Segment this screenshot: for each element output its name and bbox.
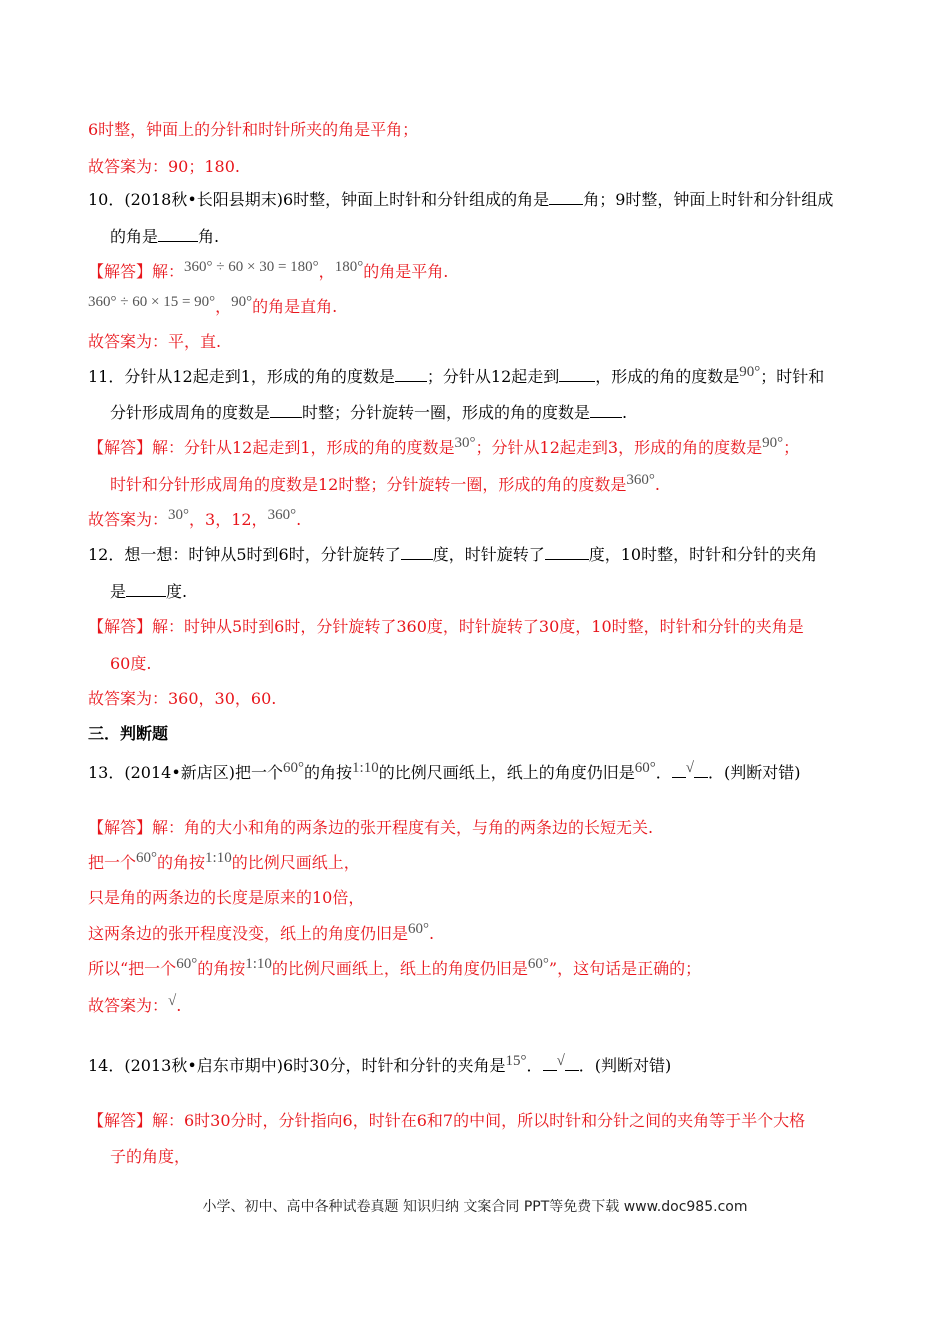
answer-11-line1: 【解答】解：分针从12起走到1，形成的角的度数是30°；分针从12起走到3，形成的角的度数是90°； (88, 435, 800, 457)
answer-14-line1: 【解答】解：6时30分时，分针指向6，时针在6和7的中间，所以时针和分针之间的夹角等于半个大格 (88, 1111, 806, 1130)
answer-13-line3: 只是角的两条边的长度是原来的10倍， (88, 888, 365, 907)
question-11-cont: 分针形成周角的度数是 时整；分针旋转一圈，形成的角的度数是 . (110, 403, 628, 422)
answer-13-line5: 所以“把一个60°的角按1:10的比例尺画纸上，纸上的角度仍旧是60°”，这句话是正确的； (88, 956, 702, 978)
question-14: 14．(2013秋•启东市期中)6时30分，时针和分针的夹角是15°． √ ．(判断对错) (88, 1053, 672, 1075)
answer-13-final: 故答案为：√. (88, 993, 182, 1015)
answer-line: 6时整，钟面上的分针和时针所夹的角是平角； (88, 120, 419, 139)
answer-13-line2: 把一个60°的角按1:10的比例尺画纸上， (88, 850, 360, 872)
answer-10-line1: 【解答】解：360° ÷ 60 × 30 = 180°，180°的角是平角. (88, 259, 449, 281)
answer-11-final: 故答案为：30°，3，12，360°. (88, 507, 302, 529)
question-11: 11．分针从12起走到1，形成的角的度数是 ；分针从12起走到 ，形成的角的度数是90°；时针和 (88, 364, 825, 386)
answer-11-line2: 时针和分针形成周角的度数是12时整；分针旋转一圈，形成的角的度数是360°. (110, 472, 660, 494)
answer-12-line2: 60度. (110, 654, 152, 673)
page-footer: 小学、初中、高中各种试卷真题 知识归纳 文案合同 PPT等免费下载 www.doc985.com (202, 1199, 748, 1215)
question-13: 13．(2014•新店区)把一个60°的角按1:10的比例尺画纸上，纸上的角度仍旧是60°． √ ．(判断对错) (88, 760, 801, 782)
check-mark: √ (685, 760, 694, 776)
answer-13-line4: 这两条边的张开程度没变，纸上的角度仍旧是60°. (88, 921, 435, 943)
question-10: 10．(2018秋•长阳县期末)6时整，钟面上时针和分针组成的角是 角；9时整，钟面上时针和分针组成 (88, 190, 834, 209)
question-12: 12．想一想：时钟从5时到6时，分针旋转了 度，时针旋转了 度，10时整，时针和分针的夹角 (88, 545, 818, 564)
answer-12-final: 故答案为：360，30，60. (88, 689, 277, 708)
check-mark: √ (556, 1053, 565, 1069)
answer-10-final: 故答案为：平，直. (88, 332, 222, 351)
answer-14-line2: 子的角度， (110, 1147, 191, 1166)
answer-13-line1: 【解答】解：角的大小和角的两条边的张开程度有关，与角的两条边的长短无关. (88, 818, 654, 837)
answer-line: 故答案为：90；180. (88, 157, 240, 176)
answer-10-line2: 360° ÷ 60 × 15 = 90°，90°的角是直角. (88, 294, 338, 316)
answer-12-line1: 【解答】解：时钟从5时到6时，分针旋转了360度，时针旋转了30度，10时整，时针和分针的夹角是 (88, 617, 804, 636)
question-12-cont: 是 度. (110, 582, 188, 601)
question-10-cont: 的角是 角. (110, 227, 220, 246)
section-heading: 三．判断题 (88, 724, 169, 743)
